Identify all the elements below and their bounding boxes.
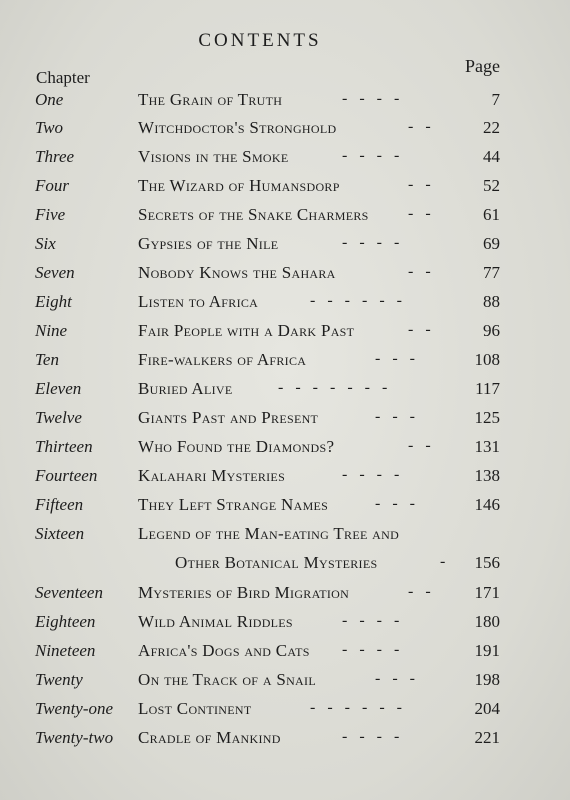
chapter-number: Sixteen (35, 524, 85, 543)
chapter-title: Fair People with a Dark Past (138, 321, 355, 340)
chapter-number: Five (35, 205, 66, 224)
leader-dashes: - - (408, 118, 431, 135)
toc-entry (0, 495, 570, 523)
toc-entry (0, 205, 570, 233)
chapter-title: Lost Continent (138, 699, 252, 718)
toc-entry (0, 641, 570, 669)
page-number: 221 (474, 728, 500, 747)
chapter-title: On the Track of a Snail (138, 670, 316, 689)
page-number: 138 (474, 466, 500, 485)
page-number: 180 (474, 612, 500, 631)
page-number: 52 (483, 176, 500, 195)
toc-entry (0, 321, 570, 349)
chapter-title: Mysteries of Bird Migration (138, 583, 350, 602)
chapter-number: One (35, 90, 64, 109)
leader-dashes: - - (408, 263, 431, 280)
chapter-title: Gypsies of the Nile (138, 234, 279, 253)
chapter-number: Seven (35, 263, 75, 282)
chapter-number: Twenty-one (35, 699, 114, 718)
toc-entry (0, 408, 570, 436)
chapter-number: Eight (35, 292, 72, 311)
page-number: 198 (474, 670, 500, 689)
leader-dashes: - - - - - - - (278, 379, 388, 396)
toc-entry (0, 118, 570, 146)
page-number: 108 (474, 350, 500, 369)
leader-dashes: - - - - - - (310, 699, 402, 716)
chapter-number: Twenty-two (35, 728, 114, 747)
page-number: 204 (474, 699, 500, 718)
chapter-title: Fire-walkers of Africa (138, 350, 307, 369)
toc-entry (0, 176, 570, 204)
chapter-title: Wild Animal Riddles (138, 612, 293, 631)
page-number: 88 (483, 292, 500, 311)
toc-entry (0, 699, 570, 727)
leader-dashes: - - (408, 205, 431, 222)
chapter-title: Cradle of Mankind (138, 728, 281, 747)
leader-dashes: - - - (375, 670, 415, 687)
leader-dashes: - - - - - - (310, 292, 402, 309)
leader-dashes: - - - - (342, 90, 400, 107)
chapter-number: Nine (35, 321, 68, 340)
leader-dashes: - - - - (342, 147, 400, 164)
chapter-number: Eleven (35, 379, 82, 398)
toc-entry (0, 553, 570, 581)
page-number: 61 (483, 205, 500, 224)
page-number: 77 (483, 263, 500, 282)
chapter-title: Who Found the Diamonds? (138, 437, 335, 456)
toc-entry (0, 90, 570, 118)
leader-dashes: - - - (375, 350, 415, 367)
chapter-number: Nineteen (35, 641, 96, 660)
page-number: 7 (491, 90, 500, 109)
chapter-title: The Wizard of Humansdorp (138, 176, 340, 195)
chapter-column-header: Chapter (36, 68, 90, 87)
page-number: 22 (483, 118, 500, 137)
page-number: 191 (474, 641, 500, 660)
toc-entry (0, 670, 570, 698)
page-title: CONTENTS (198, 30, 322, 51)
chapter-number: Twelve (35, 408, 82, 427)
chapter-number: Fourteen (35, 466, 98, 485)
chapter-title: Africa's Dogs and Cats (138, 641, 310, 660)
toc-entry (0, 728, 570, 756)
chapter-number: Eighteen (35, 612, 96, 631)
toc-entry (0, 350, 570, 378)
chapter-number: Fifteen (35, 495, 84, 514)
toc-entry (0, 466, 570, 494)
page-number: 171 (474, 583, 500, 602)
page-number: 96 (483, 321, 500, 340)
toc-entry (0, 147, 570, 175)
leader-dashes: - - - - (342, 641, 400, 658)
leader-dashes: - - - (375, 408, 415, 425)
leader-dashes: - - - - (342, 612, 400, 629)
chapter-title: Visions in the Smoke (138, 147, 289, 166)
chapter-title: Listen to Africa (138, 292, 259, 311)
page-number: 125 (474, 408, 500, 427)
page-number: 146 (474, 495, 500, 514)
chapter-title: They Left Strange Names (138, 495, 329, 514)
toc-entry (0, 437, 570, 465)
chapter-number: Thirteen (35, 437, 93, 456)
chapter-title: Kalahari Mysteries (138, 466, 286, 485)
chapter-title: Other Botanical Mysteries (175, 553, 378, 572)
toc-entry (0, 612, 570, 640)
chapter-number: Ten (35, 350, 59, 369)
page-number: 156 (474, 553, 500, 572)
toc-entry (0, 292, 570, 320)
chapter-title: Secrets of the Snake Charmers (138, 205, 369, 224)
page-column-header: Page (465, 56, 500, 76)
chapter-title: Nobody Knows the Sahara (138, 263, 336, 282)
page-number: 69 (483, 234, 500, 253)
page-number: 131 (474, 437, 500, 456)
chapter-title: Witchdoctor's Stronghold (138, 118, 337, 137)
page-number: 117 (475, 379, 500, 398)
chapter-number: Four (35, 176, 69, 195)
leader-dashes: - - (408, 321, 431, 338)
leader-dashes: - - (408, 176, 431, 193)
chapter-number: Three (35, 147, 75, 166)
chapter-title: Legend of the Man-eating Tree and (138, 524, 400, 543)
leader-dashes: - - - - (342, 466, 400, 483)
page-number: 44 (483, 147, 500, 166)
toc-entry (0, 583, 570, 611)
chapter-title: Giants Past and Present (138, 408, 319, 427)
chapter-number: Twenty (35, 670, 83, 689)
chapter-title: Buried Alive (138, 379, 233, 398)
chapter-number: Six (35, 234, 56, 253)
leader-dashes: - - - - (342, 234, 400, 251)
chapter-number: Two (35, 118, 64, 137)
chapter-number: Seventeen (35, 583, 103, 602)
chapter-title: The Grain of Truth (138, 90, 283, 109)
toc-entry (0, 263, 570, 291)
toc-entry (0, 524, 570, 552)
toc-entry (0, 379, 570, 407)
leader-dashes: - - - (375, 495, 415, 512)
leader-dashes: - - (408, 583, 431, 600)
leader-dashes: - - - - (342, 728, 400, 745)
toc-entry (0, 234, 570, 262)
leader-dashes: - - (408, 437, 431, 454)
leader-dashes: - (440, 553, 446, 570)
